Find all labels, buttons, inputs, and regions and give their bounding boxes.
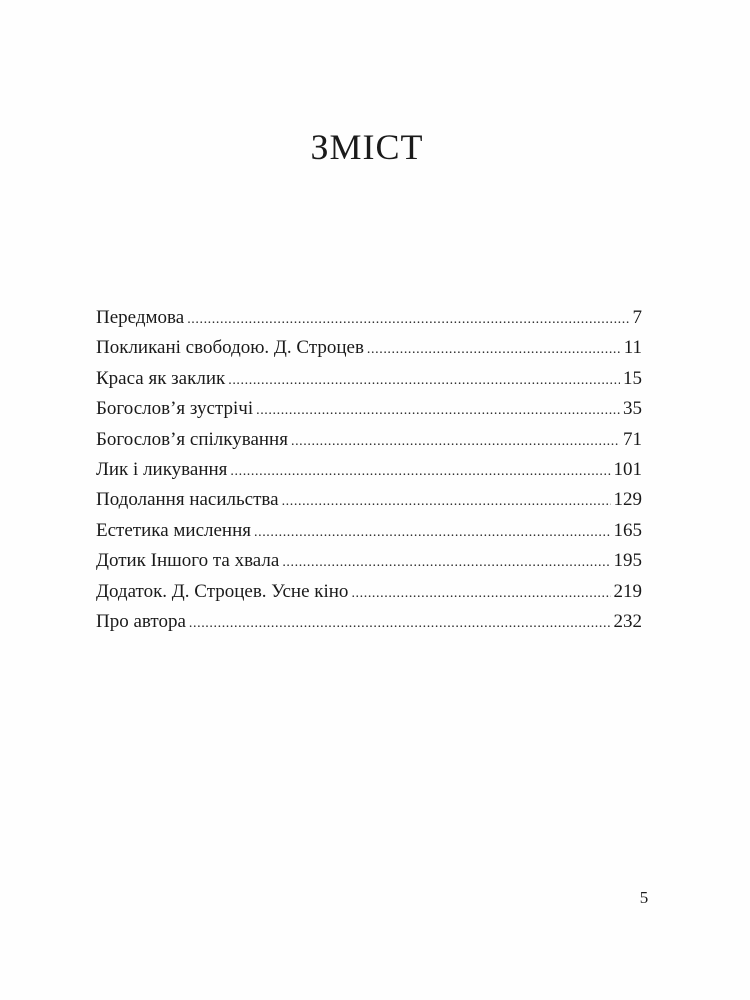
toc-entry-page: 195 [613, 550, 642, 572]
toc-leader-dots [282, 485, 611, 517]
toc-entry [96, 333, 642, 363]
toc-entry-title: Богослов’я зустрічі [96, 398, 254, 420]
toc-entry-title: Краса як заклик [96, 367, 226, 389]
toc-entry [96, 455, 642, 485]
toc-entry [96, 364, 642, 394]
toc-entry-page: 165 [613, 519, 642, 541]
toc-entry-title: Естетика мислення [96, 519, 251, 541]
toc-entry-page: 219 [613, 580, 642, 602]
table-of-contents [96, 303, 642, 637]
toc-entry-title: Про автора [96, 610, 186, 632]
toc-entry [96, 607, 642, 637]
toc-leader-dots [282, 546, 610, 578]
toc-entry-page: 232 [613, 610, 642, 632]
toc-entry-title: Лик і ликування [96, 458, 228, 480]
toc-leader-dots [228, 364, 620, 396]
toc-entry-page: 15 [623, 367, 642, 389]
toc-entry [96, 546, 642, 576]
toc-entry-title: Дотик Іншого та хвала [96, 550, 280, 572]
toc-entry [96, 425, 642, 455]
toc-entry-page: 129 [613, 489, 642, 511]
toc-leader-dots [189, 607, 611, 639]
toc-leader-dots [187, 303, 629, 335]
toc-entry-page: 71 [623, 428, 642, 450]
toc-entry-page: 11 [623, 337, 642, 359]
toc-entry-title: Передмова [96, 307, 185, 328]
toc-entry [96, 303, 642, 333]
toc-leader-dots [291, 425, 620, 457]
toc-entry [96, 516, 642, 546]
toc-leader-dots [254, 516, 611, 548]
toc-leader-dots [351, 577, 610, 609]
toc-leader-dots [367, 333, 621, 365]
toc-entry [96, 485, 642, 515]
toc-leader-dots [256, 394, 620, 426]
toc-entry-title: Додаток. Д. Строцев. Усне кіно [96, 580, 349, 602]
page-title: ЗМІСТ [310, 127, 424, 167]
page-number: 5 [639, 888, 649, 907]
toc-entry [96, 394, 642, 424]
toc-entry-page: 7 [632, 307, 642, 328]
toc-entry-title: Покликані свободою. Д. Строцев [96, 337, 364, 359]
toc-entry [96, 577, 642, 607]
toc-leader-dots [230, 455, 610, 487]
toc-entry-title: Подолання насильства [96, 489, 279, 511]
toc-entry-page: 101 [613, 458, 642, 480]
toc-entry-page: 35 [623, 398, 642, 420]
toc-entry-title: Богослов’я спілкування [96, 428, 288, 450]
